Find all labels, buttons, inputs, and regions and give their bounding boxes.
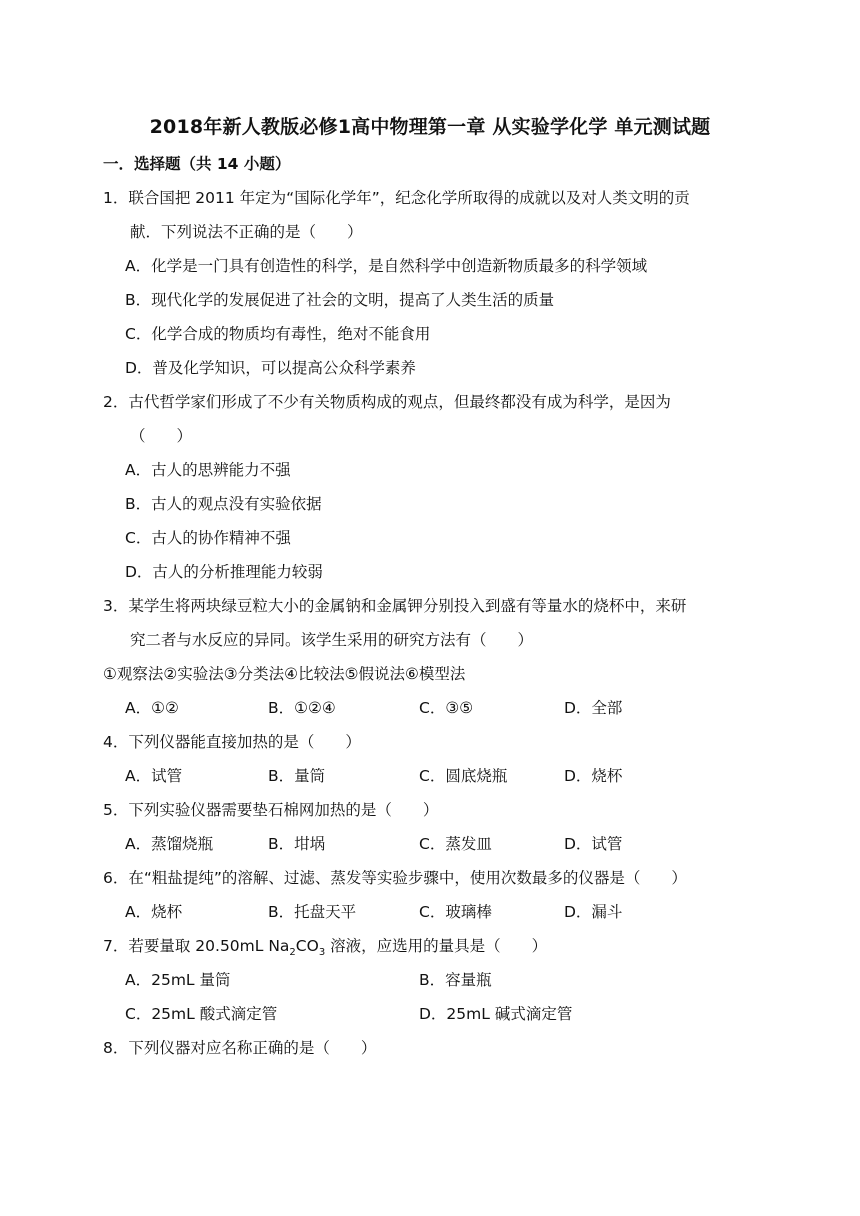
question-7-stem-suffix: 溶液，应选用的量具是（ ） bbox=[325, 937, 548, 955]
question-1-option-d: D．普及化学知识，可以提高公众科学素养 bbox=[125, 359, 416, 377]
question-3-option-b: B．①②④ bbox=[268, 699, 336, 717]
question-3-stem: 3．某学生将两块绿豆粒大小的金属钠和金属钾分别投入到盛有等量水的烧杯中，来研 bbox=[103, 597, 687, 615]
question-2-stem-cont: （ ） bbox=[130, 427, 193, 445]
question-4-option-b: B．量筒 bbox=[268, 767, 326, 785]
question-7-option-b: B．容量瓶 bbox=[419, 971, 492, 989]
question-1-stem: 1．联合国把 2011 年定为“国际化学年”，纪念化学所取得的成就以及对人类文明的贡 bbox=[103, 189, 690, 207]
question-3-methods: ①观察法②实验法③分类法④比较法⑤假说法⑥模型法 bbox=[103, 665, 466, 683]
question-7-subscript-3: 3 bbox=[318, 947, 326, 959]
question-2-option-b: B．古人的观点没有实验依据 bbox=[125, 495, 322, 513]
question-6-stem: 6．在“粗盐提纯”的溶解、过滤、蒸发等实验步骤中，使用次数最多的仪器是（ ） bbox=[103, 869, 687, 887]
question-7-option-c: C．25mL 酸式滴定管 bbox=[125, 1005, 278, 1023]
question-5-option-b: B．坩埚 bbox=[268, 835, 326, 853]
question-2-stem: 2．古代哲学家们形成了不少有关物质构成的观点，但最终都没有成为科学，是因为 bbox=[103, 393, 671, 411]
section-heading: 一．选择题（共 14 小题） bbox=[103, 155, 291, 173]
question-5-option-a: A．蒸馏烧瓶 bbox=[125, 835, 214, 853]
question-6-option-d: D．漏斗 bbox=[564, 903, 623, 921]
question-6-option-c: C．玻璃棒 bbox=[419, 903, 492, 921]
question-7-stem-mid: CO bbox=[295, 937, 319, 955]
question-6-option-a: A．烧杯 bbox=[125, 903, 183, 921]
question-5-option-d: D．试管 bbox=[564, 835, 623, 853]
question-7-stem-prefix: 7．若要量取 20.50mL Na bbox=[103, 937, 290, 955]
page-title: 2018年新人教版必修1高中物理第一章 从实验学化学 单元测试题 bbox=[149, 116, 711, 138]
question-6-option-b: B．托盘天平 bbox=[268, 903, 357, 921]
question-4-option-d: D．烧杯 bbox=[564, 767, 623, 785]
question-1-option-b: B．现代化学的发展促进了社会的文明，提高了人类生活的质量 bbox=[125, 291, 555, 309]
question-3-stem-cont: 究二者与水反应的异同。该学生采用的研究方法有（ ） bbox=[130, 631, 534, 649]
question-4-option-a: A．试管 bbox=[125, 767, 183, 785]
question-7-subscript-2: 2 bbox=[289, 947, 296, 959]
question-1-stem-cont: 献．下列说法不正确的是（ ） bbox=[130, 223, 363, 241]
question-7-option-d: D．25mL 碱式滴定管 bbox=[419, 1005, 573, 1023]
question-7-stem bbox=[103, 936, 547, 963]
question-1-option-a: A．化学是一门具有创造性的科学，是自然科学中创造新物质最多的科学领域 bbox=[125, 257, 648, 275]
question-7-option-a: A．25mL 量筒 bbox=[125, 971, 231, 989]
question-3-option-c: C．③⑤ bbox=[419, 699, 474, 717]
question-2-option-d: D．古人的分析推理能力较弱 bbox=[125, 563, 323, 581]
question-2-option-c: C．古人的协作精神不强 bbox=[125, 529, 291, 547]
question-4-option-c: C．圆底烧瓶 bbox=[419, 767, 508, 785]
question-3-option-a: A．①② bbox=[125, 699, 179, 717]
question-2-option-a: A．古人的思辨能力不强 bbox=[125, 461, 291, 479]
question-4-stem: 4．下列仪器能直接加热的是（ ） bbox=[103, 733, 361, 751]
question-5-option-c: C．蒸发皿 bbox=[419, 835, 492, 853]
question-8-stem: 8．下列仪器对应名称正确的是（ ） bbox=[103, 1039, 377, 1057]
question-5-stem: 5．下列实验仪器需要垫石棉网加热的是（ ） bbox=[103, 801, 439, 819]
question-1-option-c: C．化学合成的物质均有毒性，绝对不能食用 bbox=[125, 325, 431, 343]
question-3-option-d: D．全部 bbox=[564, 699, 623, 717]
